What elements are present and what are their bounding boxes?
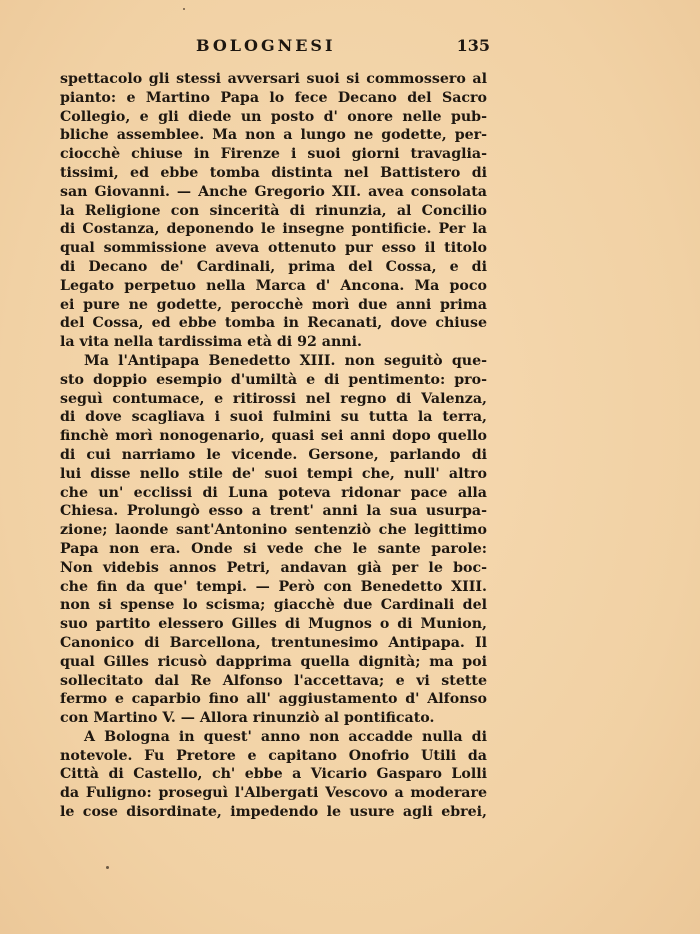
text-line: ei pure ne godette, perocchè morì due anni prima [60,296,487,313]
text-line: Legato perpetuo nella Marca d' Ancona. Ma poco [60,277,487,294]
text-line: con Martino V. — Allora rinunziò al pontificato. [60,710,435,727]
body-text [60,70,487,822]
text-line: Ma l'Antipapa Benedetto XIII. non seguitò que- [84,352,487,369]
text-line: san Giovanni. — Anche Gregorio XII. avea consolata [60,183,487,200]
text-line: lui disse nello stile de' suoi tempi che, null' altro [60,465,487,482]
text-line: notevole. Fu Pretore e capitano Onofrio Utili da [60,747,487,764]
text-line: finchè morì nonogenario, quasi sei anni dopo quello [60,428,487,445]
text-line: Non videbis annos Petri, andavan già per le boc- [60,559,487,576]
text-line: da Fuligno: proseguì l'Albergati Vescovo a moderare [60,785,487,802]
text-line: bliche assemblee. Ma non a lungo ne godette, per- [60,127,487,144]
text-line: che un' ecclissi di Luna poteva ridonar pace alla [60,484,487,501]
text-line: le cose disordinate, impedendo le usure agli ebrei, [60,804,487,821]
text-line: che fin da que' tempi. — Però con Benedetto XIII. [60,578,487,595]
text-line: seguì contumace, e ritirossi nel regno di Valenza, [60,390,487,407]
text-line: non si spense lo scisma; giacchè due Cardinali del [60,597,487,614]
text-line: Papa non era. Onde si vede che le sante parole: [60,540,487,557]
text-line: sollecitato dal Re Alfonso l'accettava; e vi stette [60,672,487,689]
page-number: 135 [456,36,490,55]
text-line: Chiesa. Prolungò esso a trent' anni la sua usurpa- [60,503,487,520]
text-line: di Decano de' Cardinali, prima del Cossa, e di [60,258,487,275]
text-line: tissimi, ed ebbe tomba distinta nel Battistero di [60,164,487,181]
text-line: di dove scagliava i suoi fulmini su tutta la terra, [60,409,487,426]
text-line: ciocchè chiuse in Firenze i suoi giorni travaglia- [60,146,487,163]
running-head: BOLOGNESI [196,36,336,55]
paper-speck [183,8,185,10]
text-line: la vita nella tardissima età di 92 anni. [60,334,362,351]
text-line: sto doppio esempio d'umiltà e di pentimento: pro- [60,371,487,388]
page-header [60,36,490,60]
text-line: qual sommissione aveva ottenuto pur esso il titolo [60,240,487,257]
text-line: qual Gilles ricusò dapprima quella dignità; ma poi [60,653,487,670]
text-line: Canonico di Barcellona, trentunesimo Antipapa. Il [60,634,487,651]
text-line: di Costanza, deponendo le insegne pontificie. Per la [60,221,487,238]
text-line: fermo e caparbio fino all' aggiustamento d' Alfonso [60,691,487,708]
paper-speck [106,866,109,869]
text-line: la Religione con sincerità di rinunzia, al Concilio [60,202,487,219]
text-line: Città di Castello, ch' ebbe a Vicario Gasparo Lolli [60,766,487,783]
text-line: suo partito elessero Gilles di Mugnos o di Munion, [60,616,487,633]
text-line: pianto: e Martino Papa lo fece Decano del Sacro [60,89,487,106]
text-line: del Cossa, ed ebbe tomba in Recanati, dove chiuse [60,315,487,332]
text-line: A Bologna in quest' anno non accadde nulla di [84,728,487,745]
text-line: spettacolo gli stessi avversari suoi si commossero al [60,71,487,87]
text-line: di cui narriamo le vicende. Gersone, parlando di [60,446,487,463]
text-line: Collegio, e gli diede un posto d' onore nelle pub- [60,108,487,125]
text-line: zione; laonde sant'Antonino sentenziò che legittimo [60,522,487,539]
